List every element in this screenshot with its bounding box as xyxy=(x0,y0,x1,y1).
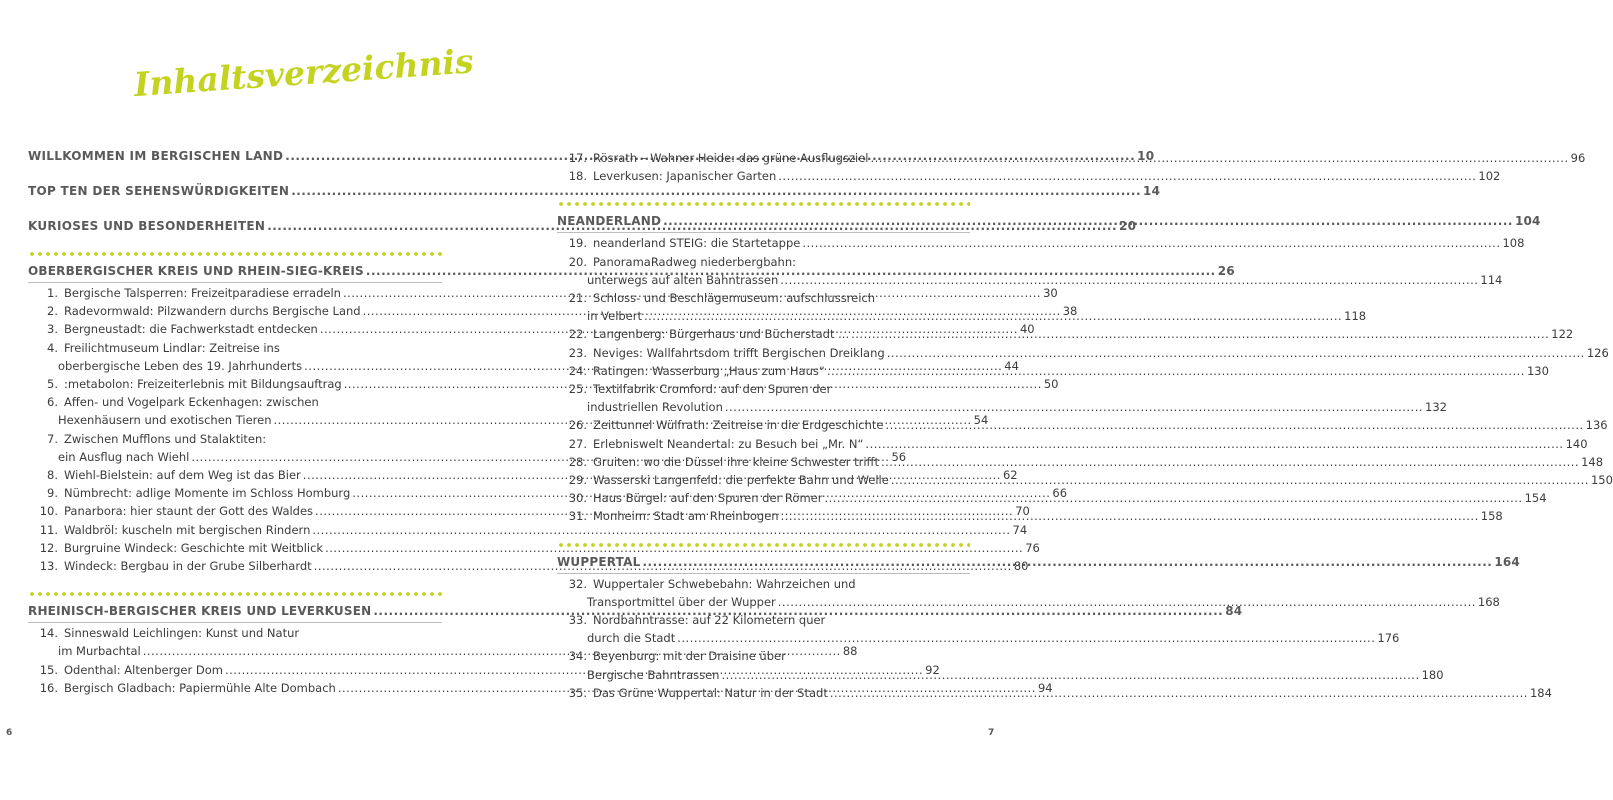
entry-page: 168 xyxy=(1477,594,1500,609)
entry-title: Leverkusen: Japanischer Garten xyxy=(593,169,777,184)
chapter-title: WILLKOMMEN IM BERGISCHEN LAND xyxy=(28,149,284,163)
section-title: NEANDERLAND xyxy=(557,214,662,229)
entry-title: in Velbert xyxy=(587,309,642,324)
entry-page: 130 xyxy=(1526,363,1549,378)
entry-page: 30 xyxy=(1043,286,1058,300)
dot-leader xyxy=(865,435,1563,453)
entry-page: 54 xyxy=(973,413,989,428)
entry-page: 150 xyxy=(1590,473,1613,488)
toc-entry-line xyxy=(28,624,442,642)
toc-entry-line xyxy=(557,453,1604,471)
toc-entry-line xyxy=(557,167,1501,185)
dotted-separator xyxy=(557,543,970,547)
entry-title: Haus Bürgel: auf den Spuren der Römer xyxy=(593,491,823,506)
entry-page: 40 xyxy=(1019,322,1035,337)
entry-title: Nordbahntrasse: auf 22 Kilometern quer xyxy=(593,613,826,628)
entry-title: Das Grüne Wuppertal: Natur in der Stadt xyxy=(593,685,828,700)
toc-entry-line xyxy=(557,344,1609,362)
chapter-page: 10 xyxy=(1137,149,1155,163)
entry-title: Nümbrecht: adlige Momente im Schloss Homburg xyxy=(64,486,351,501)
entry-title: Bergische Talsperren: Freizeitparadiese erradeln xyxy=(64,286,341,300)
entry-title: Bergische Bahntrassen xyxy=(587,667,720,682)
toc-entry-line xyxy=(557,575,970,593)
toc-entry-line xyxy=(557,435,1588,453)
entry-number: 24. xyxy=(568,363,587,378)
dotted-separator xyxy=(557,202,970,206)
entry-page: 126 xyxy=(1586,345,1609,360)
entry-number: 14. xyxy=(39,626,58,641)
entry-title: Wuppertaler Schwebebahn: Wahrzeichen und xyxy=(593,576,856,591)
entry-number: 15. xyxy=(39,662,58,677)
entry-number: 34. xyxy=(568,649,587,664)
dot-leader xyxy=(827,362,1525,380)
entry-title: Gruiten: wo die Düssel ihre kleine Schwester trifft xyxy=(593,454,879,469)
dot-leader xyxy=(802,234,1500,252)
entry-page: 102 xyxy=(1478,169,1501,184)
entry-number: 5. xyxy=(47,377,58,392)
entry-page: 140 xyxy=(1565,436,1588,451)
entry-page: 56 xyxy=(891,449,907,464)
section-page: 84 xyxy=(1225,604,1243,619)
entry-number: 4. xyxy=(47,340,58,355)
entry-page: 132 xyxy=(1425,400,1447,415)
entry-number: 23. xyxy=(568,345,587,360)
dot-leader xyxy=(870,149,1568,167)
section-page: 26 xyxy=(1217,264,1235,278)
entry-page: 80 xyxy=(1013,559,1029,574)
entry-number: 10. xyxy=(39,504,58,519)
chapter-title: KURIOSES UND BESONDERHEITEN xyxy=(28,219,266,233)
toc-entry xyxy=(557,575,1500,611)
entry-title: Textilfabrik Cromford: auf den Spuren der xyxy=(593,382,832,397)
toc-entry-line xyxy=(557,289,970,307)
entry-page: 114 xyxy=(1480,272,1503,287)
entry-title: Waldbröl: kuscheln mit bergischen Rindern xyxy=(64,522,311,537)
page-title-text: Inhaltsverzeichnis xyxy=(132,41,475,105)
toc-entry-line xyxy=(557,666,1444,684)
entry-page: 122 xyxy=(1551,327,1574,342)
entry-page: 50 xyxy=(1043,377,1059,392)
dot-leader xyxy=(851,325,1549,343)
entry-number: 2. xyxy=(47,304,58,319)
entry-title: Radevormwald: Pilzwandern durchs Bergische Land xyxy=(64,304,361,319)
entry-title: durch die Stadt xyxy=(587,631,676,646)
dot-leader xyxy=(725,398,1423,416)
entry-title: ein Ausflug nach Wiehl xyxy=(58,449,190,464)
entry-number: 28. xyxy=(568,454,587,469)
entry-number: 11. xyxy=(39,522,58,537)
toc-entry-line xyxy=(28,521,1028,539)
toc-entry-line xyxy=(28,539,1040,557)
entry-title: Bergisch Gladbach: Papiermühle Alte Dombach xyxy=(64,680,336,695)
entry-number: 7. xyxy=(47,431,58,446)
toc-entry xyxy=(557,234,1525,252)
dot-leader xyxy=(881,453,1579,471)
toc-entry xyxy=(28,539,1040,557)
section-title: OBERBERGISCHER KREIS UND RHEIN-SIEG-KREIS xyxy=(28,264,364,278)
dot-leader xyxy=(886,416,1584,434)
entry-title: oberbergische Leben des 19. Jahrhunderts xyxy=(58,358,303,373)
toc-entry xyxy=(557,647,1444,683)
entry-number: 9. xyxy=(47,486,58,501)
entry-page: 44 xyxy=(1004,358,1019,373)
toc-entry-line xyxy=(557,234,1525,252)
entry-title: Sinneswald Leichlingen: Kunst und Natur xyxy=(64,626,300,641)
section-title: RHEINISCH-BERGISCHER KREIS UND LEVERKUSEN xyxy=(28,604,372,619)
entry-number: 17. xyxy=(568,151,587,165)
entry-title: Ratingen: Wasserburg „Haus zum Haus“ xyxy=(593,363,825,378)
entry-title: Schloss- und Beschlägemuseum: aufschlussreich xyxy=(593,291,876,306)
dotted-separator xyxy=(28,592,442,596)
entry-page: 66 xyxy=(1052,486,1068,501)
entry-number: 29. xyxy=(568,473,587,488)
toc-entry xyxy=(557,344,1609,362)
dot-leader xyxy=(644,307,1342,325)
entry-title: Freilichtmuseum Lindlar: Zeitreise ins xyxy=(64,340,280,355)
entry-page: 38 xyxy=(1062,304,1078,319)
entry-number: 25. xyxy=(568,382,587,397)
entry-title: Hexenhäusern und exotischen Tieren xyxy=(58,413,272,428)
entry-page: 70 xyxy=(1015,504,1030,519)
entry-title: Bergneustadt: die Fachwerkstadt entdecken xyxy=(64,322,318,337)
entry-title: Transportmittel über der Wupper xyxy=(587,594,776,609)
section-title: WUPPERTAL xyxy=(557,554,641,569)
entry-title: Zeittunnel Wülfrath: Zeitreise in die Erdgeschichte xyxy=(593,418,884,433)
page-title xyxy=(130,41,475,110)
entry-title: :metabolon: Freizeiterlebnis mit Bildungsauftrag xyxy=(64,377,342,392)
toc-entry-line xyxy=(557,253,970,271)
entry-page: 176 xyxy=(1377,631,1400,646)
entry-title: Burgruine Windeck: Geschichte mit Weitblick xyxy=(64,540,324,555)
entry-title: PanoramaRadweg niederbergbahn: xyxy=(593,254,796,269)
entry-title: Neviges: Wallfahrtsdom trifft Bergischen Dreiklang xyxy=(593,345,885,360)
entry-page: 154 xyxy=(1524,491,1547,506)
chapter-title: TOP TEN DER SEHENSWÜRDIGKEITEN xyxy=(28,184,290,198)
dot-leader xyxy=(824,489,1522,507)
entry-page: 180 xyxy=(1421,667,1444,682)
dot-leader xyxy=(887,344,1585,362)
dot-leader xyxy=(778,167,1476,185)
entry-page: 88 xyxy=(842,644,858,659)
section-page: 104 xyxy=(1514,214,1541,229)
entry-number: 20. xyxy=(568,254,587,269)
toc-entry xyxy=(557,435,1588,453)
dot-leader xyxy=(891,471,1589,489)
entry-number: 32. xyxy=(568,576,587,591)
entry-page: 92 xyxy=(925,662,940,677)
toc-entry-line xyxy=(557,593,1500,611)
entry-number: 16. xyxy=(39,680,58,695)
toc-entry-line xyxy=(557,647,970,665)
entry-title: unterwegs auf alten Bahntrassen xyxy=(587,272,779,287)
entry-title: Erlebniswelt Neandertal: zu Besuch bei „Mr. N“ xyxy=(593,436,864,451)
entry-page: 94 xyxy=(1037,680,1053,695)
toc-entry-line xyxy=(557,611,970,629)
dot-leader xyxy=(781,507,1479,525)
dot-leader xyxy=(778,593,1476,611)
entry-page: 76 xyxy=(1025,540,1040,555)
entry-page: 74 xyxy=(1012,522,1028,537)
dot-leader xyxy=(780,271,1478,289)
entry-title: Windeck: Bergbau in der Grube Silberhardt xyxy=(64,559,312,574)
entry-number: 8. xyxy=(47,468,58,483)
dot-leader xyxy=(677,629,1375,647)
dot-leader xyxy=(663,214,1513,228)
entry-page: 118 xyxy=(1344,309,1367,324)
entry-page: 136 xyxy=(1585,418,1608,433)
entry-number: 33. xyxy=(568,613,587,628)
entry-number: 3. xyxy=(47,322,58,337)
chapter-page: 20 xyxy=(1119,219,1137,233)
entry-title: Affen- und Vogelpark Eckenhagen: zwischen xyxy=(64,395,319,410)
dot-leader xyxy=(642,555,1492,569)
entry-title: Wasserski Langenfeld: die perfekte Bahn und Welle xyxy=(593,473,889,488)
toc-entry xyxy=(557,167,1501,185)
chapter-page: 14 xyxy=(1143,184,1161,198)
entry-title: Monheim: Stadt am Rheinbogen xyxy=(593,509,779,524)
entry-title: neanderland STEIG: die Startetappe xyxy=(593,236,801,251)
toc-entry xyxy=(28,521,1028,539)
toc-entry-line xyxy=(557,398,1447,416)
entry-title: Wiehl-Bielstein: auf dem Weg ist das Bier xyxy=(64,468,301,483)
entry-number: 18. xyxy=(568,169,587,184)
entry-number: 21. xyxy=(568,291,587,306)
entry-page: 148 xyxy=(1581,454,1604,469)
page-number-left: 6 xyxy=(6,728,13,738)
entry-number: 1. xyxy=(47,286,58,300)
entry-page: 108 xyxy=(1502,236,1525,251)
entry-number: 26. xyxy=(568,418,587,433)
entry-page: 62 xyxy=(1002,468,1018,483)
toc-entry-line xyxy=(28,393,442,411)
toc-entry-line xyxy=(28,339,442,357)
entry-number: 6. xyxy=(47,395,58,410)
entry-title: Panarbora: hier staunt der Gott des Waldes xyxy=(64,504,314,519)
entry-page: 158 xyxy=(1480,509,1503,524)
entry-number: 30. xyxy=(568,491,587,506)
entry-number: 27. xyxy=(568,436,587,451)
entry-title: Odenthal: Altenberger Dom xyxy=(64,662,223,677)
entry-title: Langenberg: Bürgerhaus und Bücherstadt ... xyxy=(593,327,850,342)
entry-title: Rösrath – Wahner Heide: das grüne Ausflugsziel xyxy=(593,151,869,165)
entry-number: 22. xyxy=(568,327,587,342)
entry-number: 19. xyxy=(568,236,587,251)
dot-leader xyxy=(721,666,1419,684)
entry-page: 184 xyxy=(1529,685,1552,700)
dot-leader xyxy=(830,684,1528,702)
entry-title: im Murbachtal xyxy=(58,644,141,659)
chapter-entry xyxy=(28,184,1161,200)
entry-number: 12. xyxy=(39,540,58,555)
toc-entry-line xyxy=(557,629,1400,647)
dotted-separator xyxy=(28,252,442,256)
entry-title: Zwischen Mufflons und Stalaktiten: xyxy=(64,431,267,446)
entry-title: industriellen Revolution xyxy=(587,400,723,415)
entry-page: 96 xyxy=(1570,151,1586,165)
toc-entry-line xyxy=(557,380,970,398)
section-page: 164 xyxy=(1494,554,1520,569)
toc-entry-line xyxy=(28,430,442,448)
page-number-right: 7 xyxy=(988,728,995,738)
entry-number: 13. xyxy=(39,559,58,574)
entry-number: 31. xyxy=(568,509,587,524)
entry-title: Beyenburg: mit der Draisine über xyxy=(593,649,786,664)
entry-number: 35. xyxy=(568,685,587,700)
toc-entry xyxy=(557,453,1604,471)
